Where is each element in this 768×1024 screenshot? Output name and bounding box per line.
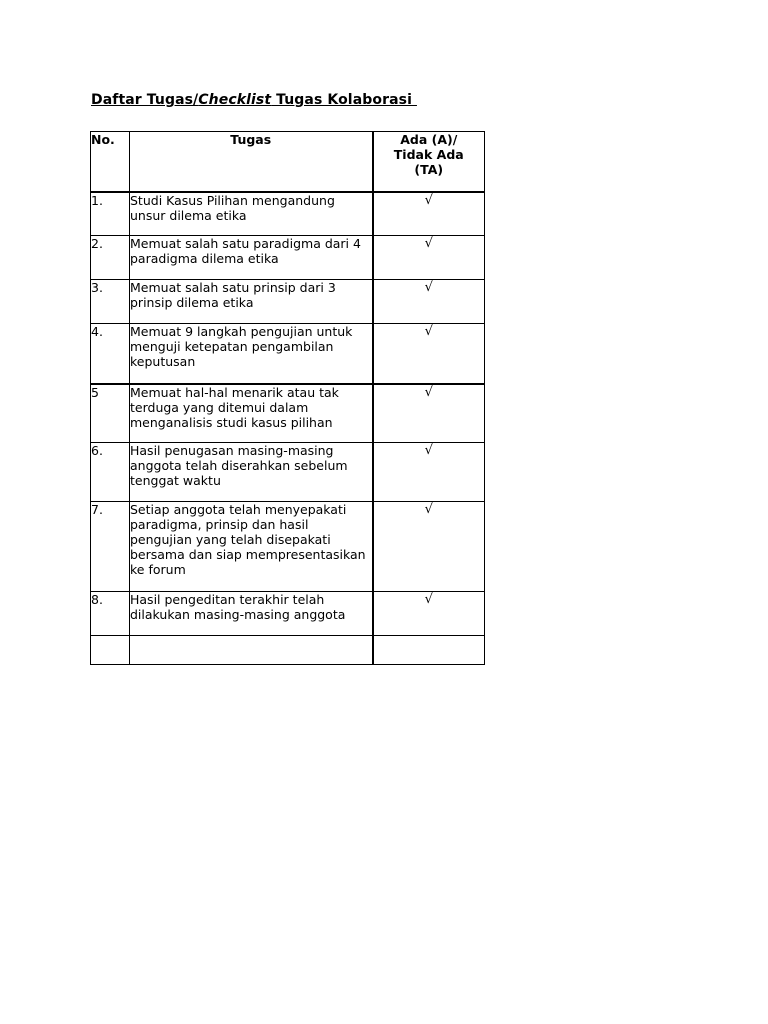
table-row (91, 384, 485, 443)
row-status-check: √ (373, 443, 485, 502)
row-status-check (373, 636, 485, 665)
header-status-line-3: (TA) (414, 162, 444, 177)
row-status-check: √ (373, 324, 485, 384)
row-number: 5 (91, 384, 130, 443)
page-title (91, 92, 417, 108)
table-row-empty (91, 636, 485, 665)
row-task: Memuat 9 langkah pengujian untuk menguji ketepatan pengambilan keputusan (130, 324, 373, 384)
row-number: 4. (91, 324, 130, 384)
row-task (130, 636, 373, 665)
table-row (91, 324, 485, 384)
table-row (91, 192, 485, 236)
row-task: Hasil penugasan masing-masing anggota telah diserahkan sebelum tenggat waktu (130, 443, 373, 502)
title-part-2-italic: Checklist (198, 92, 272, 108)
row-status-check: √ (373, 280, 485, 324)
row-task: Memuat hal-hal menarik atau tak terduga yang ditemui dalam menganalisis studi kasus pilihan (130, 384, 373, 443)
row-status-check: √ (373, 592, 485, 636)
table-row (91, 592, 485, 636)
row-number: 3. (91, 280, 130, 324)
title-part-3: Tugas Kolaborasi (271, 92, 417, 108)
row-number (91, 636, 130, 665)
header-row (91, 132, 485, 192)
row-task: Memuat salah satu paradigma dari 4 paradigma dilema etika (130, 236, 373, 280)
row-number: 8. (91, 592, 130, 636)
row-status-check: √ (373, 502, 485, 592)
table-row (91, 236, 485, 280)
row-task: Hasil pengeditan terakhir telah dilakukan masing-masing anggota (130, 592, 373, 636)
title-part-1: Daftar Tugas/ (91, 92, 199, 108)
row-number: 2. (91, 236, 130, 280)
row-status-check: √ (373, 384, 485, 443)
row-status-check: √ (373, 192, 485, 236)
row-number: 1. (91, 192, 130, 236)
header-status-line-2: Tidak Ada (393, 147, 464, 162)
row-task: Setiap anggota telah menyepakati paradigma, prinsip dan hasil pengujian yang telah disepakati bersama dan siap mempresentasikan ke forum (130, 502, 373, 592)
row-task: Memuat salah satu prinsip dari 3 prinsip dilema etika (130, 280, 373, 324)
header-status (373, 132, 485, 192)
table-row (91, 280, 485, 324)
header-status-line-1: Ada (A)/ (400, 132, 458, 147)
row-number: 7. (91, 502, 130, 592)
row-number: 6. (91, 443, 130, 502)
header-task: Tugas (130, 132, 373, 192)
table-row (91, 502, 485, 592)
checklist-table (90, 131, 485, 665)
table-row (91, 443, 485, 502)
header-no: No. (91, 132, 130, 192)
row-task: Studi Kasus Pilihan mengandung unsur dilema etika (130, 192, 373, 236)
row-status-check: √ (373, 236, 485, 280)
